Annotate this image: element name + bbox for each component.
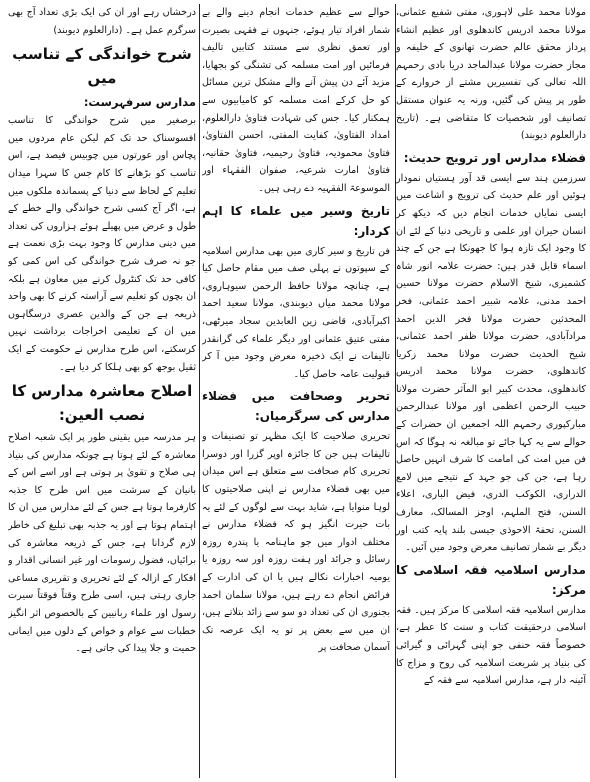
paragraph: فن تاریخ و سیر کاری میں بھی مدارس اسلامیہ کے سپوتوں نے پہلی صف میں مقام حاصل کیا ہے، چنانچہ مولانا حافظ الرحمن سیوہاروی، مولانا محمد میاں دیوبندی، مولانا سعید احمد اکبرآبادی، قاضی زین العابدین سجاد میرٹھی، مفتی عتیق عثمانی اور دیگر علماء کی گرانقدر تالیفات نے ایک ذخیرہ معرض وجود میں آ کر قبولیت عامہ حاصل کیا۔ xyxy=(202,245,390,380)
section-heading-fiqh: مدارس اسلامیہ فقہ اسلامی کا مرکز: xyxy=(396,562,586,597)
paragraph: مدارس اسلامیہ فقہ اسلامی کا مرکز ہیں۔ فقہ اسلامی درحقیقت کتاب و سنت کا عطر ہے، خصوصاً فقہ حنفی جو اپنی گہرائی و گیرائی کی بنیاد پر شریعت اسلامیہ کی روح و مزاج کا آئینہ دار ہے، مدارس اسلامیہ سے فقہ کے xyxy=(396,604,586,687)
section-heading-journalism: تحریر وصحافت میں فضلاء مدارس کی سرگرمیاں: xyxy=(202,389,390,424)
paragraph: درخشاں رہے اور ان کی ایک بڑی تعداد آج بھی سرگرم عمل ہے۔ (دارالعلوم دیوبند) xyxy=(8,7,196,36)
column-divider xyxy=(395,4,396,778)
section-heading-history: تاریخ وسیر میں علماء کا اہم کردار: xyxy=(202,203,390,238)
newspaper-page xyxy=(4,4,586,778)
left-column xyxy=(8,4,196,778)
section-heading-reform: اصلاح معاشرہ مدارس کا نصب العین: xyxy=(11,382,193,425)
section-heading-literacy: شرح خواندگی کے تناسب میں xyxy=(12,45,192,88)
right-column xyxy=(396,4,586,778)
paragraph: حوالے سے عظیم خدمات انجام دینے والے بے شمار افراد تیار ہوئے، جنہوں نے فقہی بصیرت اور تعمق نظری سے مستند کتابیں تالیف فرمائیں اور امت مسلمہ کی تشنگی کو بجھایا، مزید آئے دن پیش آنے والے مشکل ترین مسائل کو حل کرکے امت مسلمہ کو کامیابیوں سے ہمکنار کیا۔ جس کی شہادت فتاویٰ دارالعلوم، امداد الفتاویٰ، کفایت المفتی، احسن الفتاویٰ، فتاویٰ محمودیہ، فتاویٰ رحیمیہ، فتاویٰ حقانیہ، فتاویٰ امارت شرعیہ، صفوان الفقہاء اور الموسوعۃ الفقہیہ دے رہی ہیں۔ xyxy=(202,7,390,194)
section-heading-hadith: فضلاء مدارس اور ترویج حدیث: xyxy=(403,150,586,165)
section-subheading-literacy: مدارس سرفہرست: xyxy=(83,95,196,110)
column-divider xyxy=(199,4,200,778)
paragraph: برصغیر میں شرح خواندگی کا تناسب افسوسناک حد تک کم لیکن عام مردوں میں پچاس اور عورتوں میں چوبیس فیصد ہے، اس تناسب کو بڑھانے کا کام جس کا سہرا میدان تعلیم کے لحاظ سے دنیا کے پسماندہ ملکوں میں ہے، اگر آج کسی شرح خواندگی والے خطے کے طول و عرض میں پھیلے ہوئے ہزاروں کی تعداد میں دینی مدارس کا وجود بہت بڑی نعمت ہے جو نہ صرف شرح خواندگی کی اس کمی کو کافی حد تک کنٹرول کرنے میں معاون ہے بلکہ ان بچوں کو تعلیم سے آراستہ کرنے کا بھی واحد ذریعہ ہے جن کے والدین عصری درسگاہوں میں ان کے تعلیمی اخراجات برداشت نہیں کرسکتے، اس طرح مدارس نے حکومت کے ایک ثقیل بوجھ کو بھی ہلکا کر دیا ہے۔ xyxy=(8,115,196,373)
paragraph: تحریری صلاحیت کا ایک مظہر تو تصنیفات و تالیفات ہیں جن کا جائزہ اوپر گزرا اور دوسرا تحریری کام صحافت سے متعلق ہے اس میدان میں بھی فضلاء مدارس نے اپنی صلاحیتوں کا لوہا منوایا ہے، شاید بہت سے لوگوں کے لئے یہ بات حیرت انگیز ہو کہ فضلاء مدارس نے مختلف ادوار میں جو ماہنامہ یا پندرہ روزہ رسائل و جرائد اور ہفت روزہ اور سہ روزہ یا یومیہ اخبارات نکالے ہیں یا ان کی ادارت کے فرائض انجام دے رہے ہیں، مولانا سلمان احمد بجنوری ان کی تعداد دو سو سے زائد بتلاتے ہیں، ان میں سے بعض پر تو یہ ایک عرصہ تک آسمان صحافت پر xyxy=(202,431,390,654)
paragraph: مولانا محمد علی لاہوری، مفتی شفیع عثمانی، مولانا محمد ادریس کاندھلوی اور عظیم انشاء پرداز محقق عالم حضرت تھانوی کے خلیفہ و مجاز حضرت مولانا عبدالماجد دریا بادی رحمہم اللہ تعالی کی تفسیریں مشتے از خروارے کے طور پر پیش کی گئیں، ورنہ یہ عنوان مستقل تصانیف اور شخصیات کا متقاضی ہے۔ (تاریخ دارالعلوم دیوبند) xyxy=(396,7,586,142)
paragraph: ہر مدرسہ میں یقینی طور پر ایک شعبہ اصلاح معاشرہ کے لئے ہوتا ہے چونکہ مدارس کی بنیاد ہی صلاح و تقویٰ پر ہوتی ہے اور اسے اس کے بانیان کے سرشت میں اس طرح کا جذبہ کارفرما ہوتا ہے جس کے لئے مدارس میں ان کا اہتمام ہوتا ہے اور یہ جذبہ بھی تبلیغ کی خاطر لازم گردانا ہے، جس کے ذریعہ معاشرہ کی برائیاں، فضول رسومات اور غیر انسانی اقدار و افکار کے ازالہ کے لئے تحریری و تقریری مساعی جاری رہتی ہیں، اسی طرح وقتاً فوقتاً سیرت رسول اور علماء ربانیین کے بالخصوص اثر انگیز خطبات سے عوام و خواص کے دلوں میں ایمانی حمیت و جلا پیدا کی جاتی ہے۔ xyxy=(8,432,196,655)
middle-column xyxy=(202,4,390,778)
paragraph: سرزمین ہند سے ایسی قد آور ہستیاں نمودار ہوئیں اور علم حدیث کی ترویج و اشاعت میں ایسی نمایاں خدمات انجام دیں کہ دیکھ کر انسان حیران اور علمی و تاریخی دنیا کے لئے ان کا وجود ایک تازہ ہوا کا جھونکا ہے جن کے چند اسماء قابل قدر ہیں: حضرت علامہ انور شاہ کشمیری، شیخ الاسلام حضرت مولانا حسین احمد مدنی، علامہ شبیر احمد عثمانی، فخر المحدثین حضرت مولانا فخر الدین احمد مرادآبادی، حضرت مولانا ظفر احمد عثمانی، شیخ الحدیث حضرت مولانا محمد زکریا کاندھلوی، حضرت مولانا محمد ادریس کاندھلوی، محدث کبیر ابو المآثر حضرت مولانا حبیب الرحمن اعظمی اور مولانا عبدالرحمن مبارکپوری رحمہم اللہ اجمعین ان حضرات کے حوالے سے یہ کہا جائے تو مبالغہ نہ ہوگا کہ اس فن میں امت کی امامت کا شرف انہیں حاصل رہا ہے، جن کی جو جہد کے نتیجے میں لامع الدراری، الکوکب الدری، فیض الباری، اعلاء السنن، فتح الملہم، اوجز المسالک، معارف السنن، تحفۃ الاحوذی جیسی بلند پایہ کتب اور دیگر بے شمار تصانیف معرض وجود میں آئیں۔ xyxy=(396,172,586,554)
